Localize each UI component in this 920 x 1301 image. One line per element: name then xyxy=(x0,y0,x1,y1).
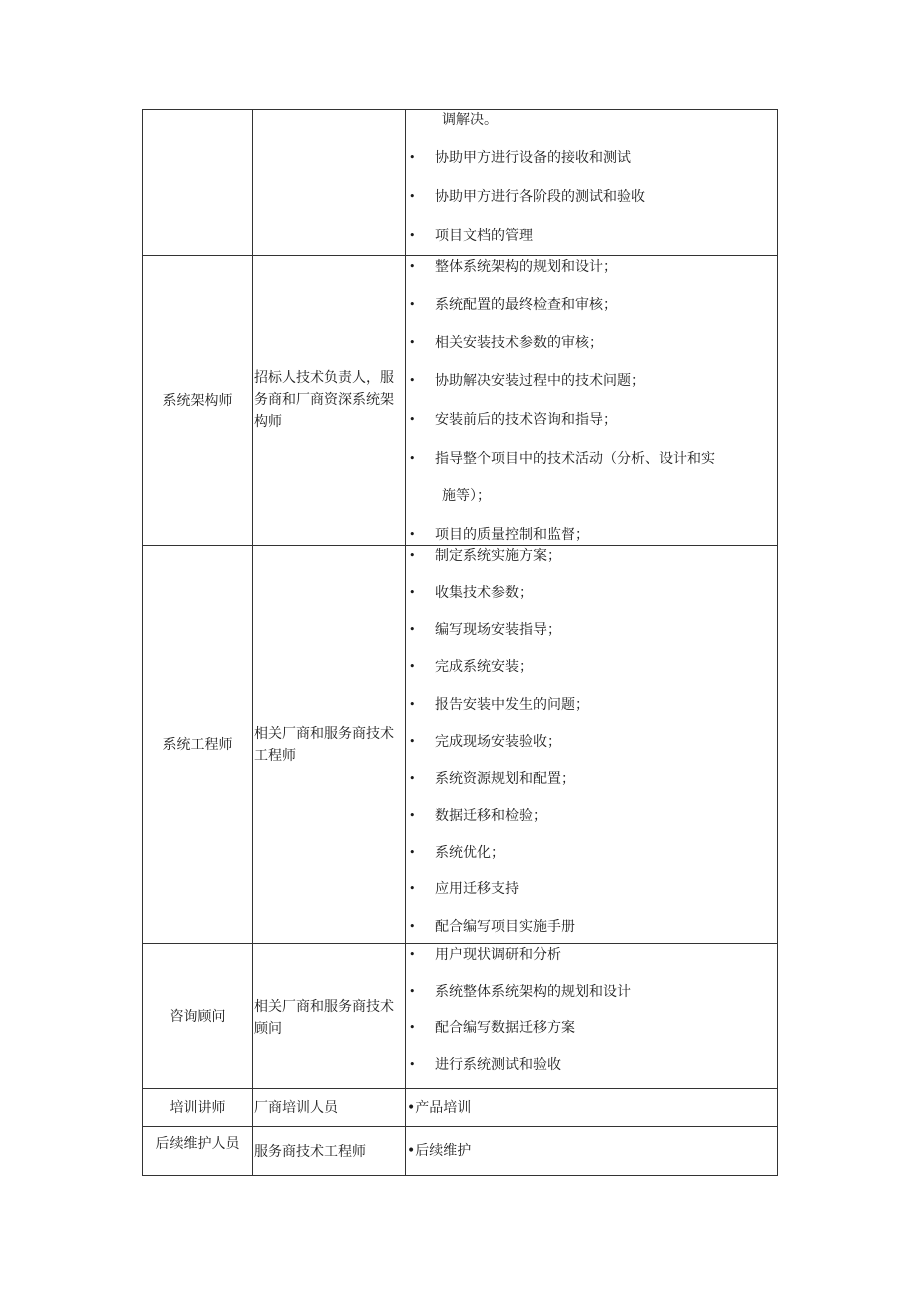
row-divider-1 xyxy=(142,255,778,256)
responsible-cell: 相关厂商和服务商技术工程师 xyxy=(254,726,394,764)
continued-text: 调解决。 xyxy=(442,112,498,128)
bullet-icon: • xyxy=(409,948,416,961)
responsible-cell: 厂商培训人员 xyxy=(254,1100,338,1116)
bullet-icon: • xyxy=(409,298,416,311)
responsible-cell: 相关厂商和服务商技术顾问 xyxy=(254,999,394,1037)
responsible-cell: 招标人技术负责人，服务商和厂商资深系统架构师 xyxy=(254,370,394,430)
bullet-icon: • xyxy=(409,190,416,203)
bullet-icon: • xyxy=(409,698,416,711)
bullet-icon: • xyxy=(409,452,416,465)
role-cell: 后续维护人员 xyxy=(155,1136,240,1152)
bullet-icon: • xyxy=(409,549,416,562)
column-divider-1 xyxy=(252,109,253,1176)
staffing-table: 调解决。 • 协助甲方进行设备的接收和测试 • 协助甲方进行各阶段的测试和验收 • 项目文档的管理 系统架构师 招标人技术负责人，服务商和厂商资深系统架构师 • 整体系统架构的规划和设计； • 系统配置的最终检查和审核； • 相关安装技术参数的审核； • 协助解决安装过程中的技术问题； • 安装前后的技术咨询和指导； • 指导整个项目中的技术活动（分析、设计和实 施等）； • 项目的质量控制和监督； 系统工程师 相关厂商和服务商技术工程师 • 制定系统实施方案； • 收集技术参数； • 编写现场安装指导； • 完成系统安装； • 报告安装中发生的问题； • 完成现场安装验收； • 系统资源规划和配置； • 数据迁移和检验； • 系统优化； • 应用迁移支持 • 配合编写项目实施手册 咨询顾问 相关厂商和服务商技术顾问 • 用户现状调研和分析 • 系统整体系统架构的规划和设计 • 配合编写数据迁移方案 • 进行系统测试和验收 培训讲师 厂商培训人员 •产品培训 后续维护人员 服务商技术工程师 •后续维护 xyxy=(142,109,778,1176)
bullet-icon: • xyxy=(409,985,416,998)
bullet-icon: • xyxy=(409,882,416,895)
bullet-icon: • xyxy=(409,846,416,859)
responsible-cell: 服务商技术工程师 xyxy=(254,1144,366,1160)
bullet-icon: • xyxy=(407,1100,416,1116)
table-border-bottom xyxy=(142,1175,778,1176)
duty-continuation: 施等）； xyxy=(442,488,491,504)
bullet-icon: • xyxy=(409,1021,416,1034)
table-border-right xyxy=(777,109,778,1176)
bullet-icon: • xyxy=(409,586,416,599)
bullet-icon: • xyxy=(409,151,416,164)
bullet-icon: • xyxy=(409,528,416,541)
bullet-icon: • xyxy=(409,772,416,785)
bullet-icon: • xyxy=(409,809,416,822)
role-cell: 系统架构师 xyxy=(162,393,233,409)
column-divider-2 xyxy=(405,109,406,1176)
bullet-icon: • xyxy=(409,413,416,426)
bullet-icon: • xyxy=(409,623,416,636)
row-divider-3 xyxy=(142,943,778,944)
duty-item: •产品培训 xyxy=(407,1100,472,1116)
row-divider-2 xyxy=(142,545,778,546)
bullet-icon: • xyxy=(409,920,416,933)
bullet-icon: • xyxy=(409,1058,416,1071)
duty-item: •后续维护 xyxy=(407,1143,472,1159)
bullet-icon: • xyxy=(409,336,416,349)
role-cell: 咨询顾问 xyxy=(169,1009,226,1025)
bullet-icon: • xyxy=(409,260,416,273)
row-divider-4 xyxy=(142,1088,778,1089)
bullet-icon: • xyxy=(409,735,416,748)
role-cell: 培训讲师 xyxy=(169,1100,226,1116)
table-border-top xyxy=(142,109,778,110)
bullet-icon: • xyxy=(409,660,416,673)
bullet-icon: • xyxy=(407,1143,416,1159)
role-cell: 系统工程师 xyxy=(162,737,233,753)
bullet-icon: • xyxy=(409,374,416,387)
bullet-icon: • xyxy=(409,229,416,242)
row-divider-5 xyxy=(142,1126,778,1127)
